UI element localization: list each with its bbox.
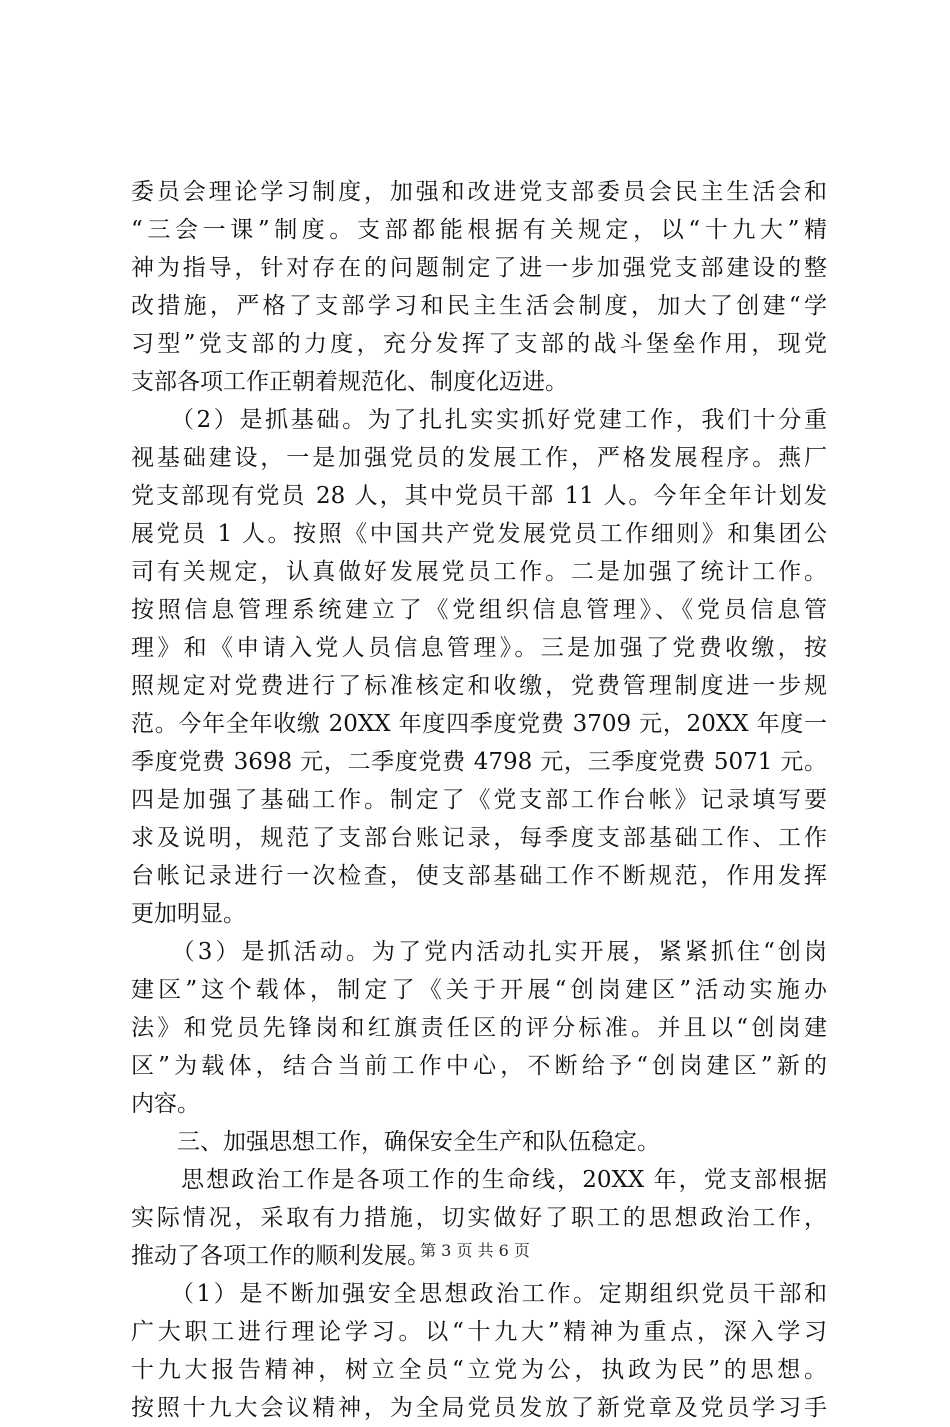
text-line: 展党员 1 人。按照《中国共产党发展党员工作细则》和集团公 — [131, 521, 827, 547]
text-line: 更加明显。 — [131, 901, 246, 927]
text-line: 思想政治工作是各项工作的生命线，20XX 年，党支部根据 — [131, 1167, 827, 1193]
text-line: 支部各项工作正朝着规范化、制度化迈进。 — [131, 369, 568, 395]
text-line: 四是加强了基础工作。制定了《党支部工作台帐》记录填写要 — [131, 787, 827, 813]
text-line: 照规定对党费进行了标准核定和收缴，党费管理制度进一步规 — [131, 673, 827, 699]
text-line: （1）是不断加强安全思想政治工作。定期组织党员干部和 — [131, 1281, 827, 1307]
text-line: 委员会理论学习制度，加强和改进党支部委员会民主生活会和 — [131, 179, 827, 205]
text-line: 三、加强思想工作，确保安全生产和队伍稳定。 — [131, 1129, 660, 1155]
text-line: 求及说明，规范了支部台账记录，每季度支部基础工作、工作 — [131, 825, 827, 851]
text-line: 视基础建设，一是加强党员的发展工作，严格发展程序。燕厂 — [131, 445, 827, 471]
text-line: （3）是抓活动。为了党内活动扎实开展，紧紧抓住“创岗 — [131, 939, 827, 965]
text-line: 法》和党员先锋岗和红旗责任区的评分标准。并且以“创岗建 — [131, 1015, 827, 1041]
text-line: 党支部现有党员 28 人，其中党员干部 11 人。今年全年计划发 — [131, 483, 827, 509]
document-body — [131, 173, 827, 1427]
text-line: 十九大报告精神，树立全员“立党为公，执政为民”的思想。 — [131, 1357, 827, 1383]
text-line: 推动了各项工作的顺利发展。 — [131, 1243, 430, 1269]
text-line: 台帐记录进行一次检查，使支部基础工作不断规范，作用发挥 — [131, 863, 827, 889]
text-line: “三会一课”制度。支部都能根据有关规定，以“十九大”精 — [131, 217, 827, 243]
text-line: 范。今年全年收缴 20XX 年度四季度党费 3709 元，20XX 年度一 — [131, 711, 827, 737]
text-line: 改措施，严格了支部学习和民主生活会制度，加大了创建“学 — [131, 293, 827, 319]
page-footer: 第 3 页 共 6 页 — [420, 1241, 530, 1260]
text-line: 司有关规定，认真做好发展党员工作。二是加强了统计工作。 — [131, 559, 827, 585]
text-line: 季度党费 3698 元，二季度党费 4798 元，三季度党费 5071 元。 — [131, 749, 827, 775]
text-line: 神为指导，针对存在的问题制定了进一步加强党支部建设的整 — [131, 255, 827, 281]
text-line: 区”为载体，结合当前工作中心，不断给予“创岗建区”新的 — [131, 1053, 827, 1079]
text-line: 内容。 — [131, 1091, 200, 1117]
text-line: 实际情况，采取有力措施，切实做好了职工的思想政治工作， — [131, 1205, 827, 1231]
text-line: 建区”这个载体，制定了《关于开展“创岗建区”活动实施办 — [131, 977, 827, 1003]
text-line: 习型”党支部的力度，充分发挥了支部的战斗堡垒作用，现党 — [131, 331, 827, 357]
text-line: 理》和《申请入党人员信息管理》。三是加强了党费收缴，按 — [131, 635, 827, 661]
text-line: （2）是抓基础。为了扎扎实实抓好党建工作，我们十分重 — [131, 407, 827, 433]
text-line: 广大职工进行理论学习。以“十九大”精神为重点，深入学习 — [131, 1319, 827, 1345]
text-line: 按照十九大会议精神，为全局党员发放了新党章及党员学习手 — [131, 1395, 827, 1421]
text-line: 按照信息管理系统建立了《党组织信息管理》、《党员信息管 — [131, 597, 827, 623]
